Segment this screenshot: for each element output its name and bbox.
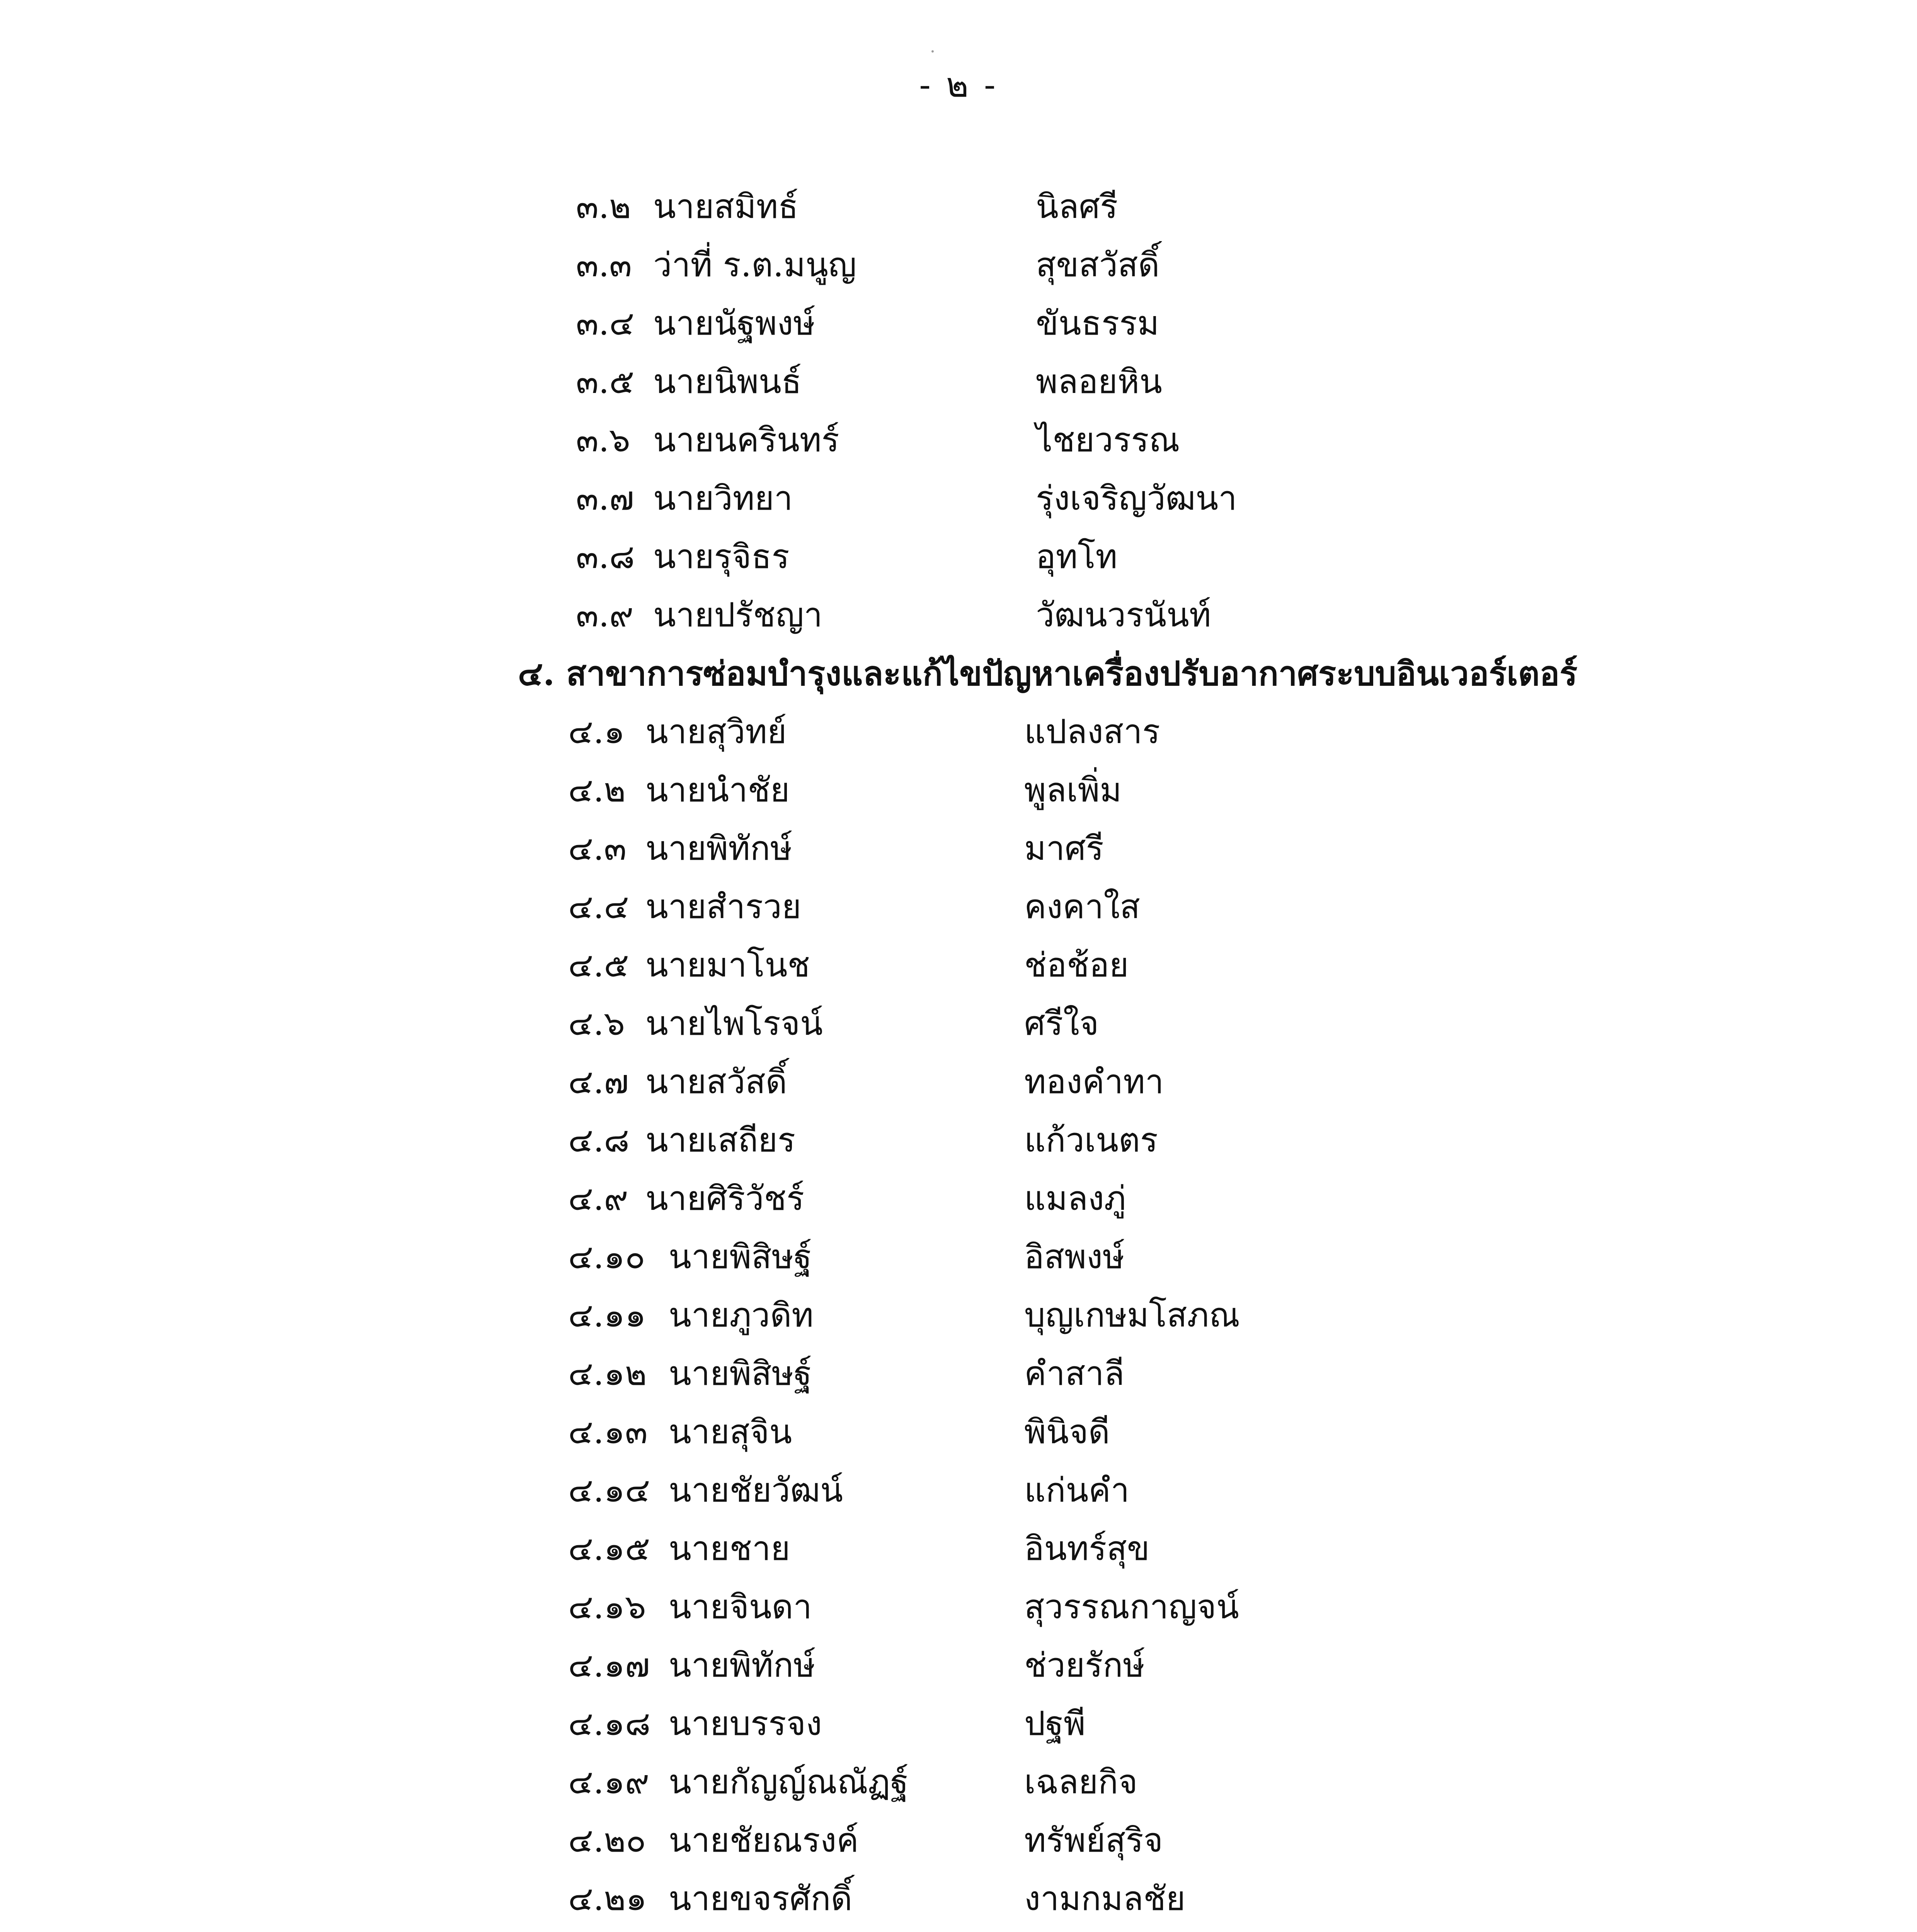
given-name: นายไพโรจน์ — [645, 1004, 823, 1043]
list-item — [0, 995, 1917, 1053]
surname: ปฐพี — [1024, 1704, 1086, 1743]
list-item — [0, 1811, 1917, 1870]
list-item — [0, 878, 1917, 936]
item-number: ๔.๕ — [568, 946, 629, 985]
item-number: ๔.๑๐ — [568, 1238, 645, 1276]
item-number: ๔.๑ — [568, 713, 625, 751]
item-number: ๓.๒ — [576, 187, 631, 226]
given-name: นายนครินทร์ — [653, 421, 839, 459]
surname: รุ่งเจริญวัฒนา — [1036, 479, 1237, 518]
list-item — [0, 703, 1917, 761]
list-item — [0, 1403, 1917, 1461]
list-item — [0, 178, 1917, 236]
given-name: นายนัฐพงษ์ — [653, 304, 815, 343]
surname: สุขสวัสดิ์ — [1036, 246, 1160, 284]
given-name: นายพิทักษ์ — [669, 1646, 815, 1685]
surname: แก่นคำ — [1024, 1471, 1130, 1510]
surname: อินทร์สุข — [1024, 1529, 1150, 1568]
item-number: ๔.๙ — [568, 1179, 628, 1218]
item-number: ๓.๕ — [576, 362, 635, 401]
given-name: นายพิสิษฐ์ — [669, 1354, 812, 1393]
given-name: นายสมิทธ์ — [653, 187, 798, 226]
given-name: นายรุจิธร — [653, 537, 790, 576]
item-number — [568, 1928, 648, 1932]
surname: พินิจดี — [1024, 1413, 1110, 1451]
item-number: ๓.๗ — [576, 479, 634, 518]
surname: สุวรรณกาญจน์ — [1024, 1588, 1239, 1626]
section-heading: ๔. สาขาการซ่อมบำรุงและแก้ไขปัญหาเครื่องปรับอากาศระบบอินเวอร์เตอร์ — [518, 654, 1578, 693]
given-name: นายสุจิน — [669, 1413, 792, 1451]
surname: ช่วยรักษ์ — [1024, 1646, 1145, 1685]
list-item — [0, 353, 1917, 411]
list-item — [0, 1461, 1917, 1520]
surname: มาศรี — [1024, 829, 1104, 868]
given-name: นายบรรจง — [669, 1704, 822, 1743]
surname: ช่อช้อย — [1024, 946, 1129, 985]
list-item — [0, 1578, 1917, 1636]
item-number: ๓.๔ — [576, 304, 635, 343]
surname: ศรีใจ — [1024, 1004, 1099, 1043]
list-item — [0, 411, 1917, 469]
member-list — [0, 178, 1917, 1932]
list-item — [0, 528, 1917, 586]
given-name: นายวิทยา — [653, 479, 793, 518]
given-name: นายสำรวย — [645, 888, 802, 926]
given-name: นายปรัชญา — [653, 596, 823, 634]
surname: แก้วเนตร — [1024, 1121, 1158, 1160]
given-name: นายศิริวัชร์ — [645, 1179, 805, 1218]
list-item — [0, 761, 1917, 820]
given-name: ว่าที่ ร.ต.มนูญ — [653, 246, 857, 284]
surname: วัฒนวรนันท์ — [1036, 596, 1211, 634]
list-item — [0, 820, 1917, 878]
list-item — [0, 586, 1917, 645]
list-item — [0, 1228, 1917, 1286]
given-name: นายมาโนช — [645, 946, 810, 985]
list-item — [0, 1520, 1917, 1578]
surname: พูลเพิ่ม — [1024, 771, 1122, 810]
given-name: นายนำชัย — [645, 771, 790, 810]
scan-speck — [931, 50, 934, 53]
surname: ขันธรรม — [1036, 304, 1159, 343]
surname: งามกมลชัย — [1024, 1879, 1186, 1918]
given-name: นายพิสิษฐ์ — [669, 1238, 812, 1276]
item-number: ๓.๖ — [576, 421, 630, 459]
given-name — [669, 1928, 833, 1932]
list-item — [0, 1286, 1917, 1345]
surname: บุญเกษมโสภณ — [1024, 1296, 1240, 1335]
item-number: ๔.๑๓ — [568, 1413, 648, 1451]
item-number: ๔.๘ — [568, 1121, 630, 1160]
given-name: นายชัยวัฒน์ — [669, 1471, 843, 1510]
surname: อุทโท — [1036, 537, 1118, 576]
item-number: ๔.๔ — [568, 888, 629, 926]
surname: ทรัพย์สุริจ — [1024, 1821, 1163, 1860]
list-item — [0, 1053, 1917, 1111]
item-number: ๔.๑๔ — [568, 1471, 650, 1510]
list-item — [0, 1928, 1917, 1932]
item-number: ๔.๑๘ — [568, 1704, 651, 1743]
item-number: ๔.๖ — [568, 1004, 625, 1043]
item-number: ๔.๒ — [568, 771, 626, 810]
list-item — [0, 936, 1917, 995]
given-name: นายชัยณรงค์ — [669, 1821, 859, 1860]
list-item — [0, 1636, 1917, 1695]
surname: แมลงภู่ — [1024, 1179, 1126, 1218]
given-name: นายขจรศักดิ์ — [669, 1879, 853, 1918]
surname: อิสพงษ์ — [1024, 1238, 1125, 1276]
list-item — [0, 1695, 1917, 1753]
list-item — [0, 469, 1917, 528]
surname: ไชยวรรณ — [1036, 421, 1180, 459]
item-number: ๔.๑๗ — [568, 1646, 650, 1685]
given-name: นายกัญญ์ณณัฏฐ์ — [669, 1763, 909, 1801]
given-name: นายนิพนธ์ — [653, 362, 802, 401]
item-number: ๔.๑๒ — [568, 1354, 647, 1393]
surname: แปลงสาร — [1024, 713, 1160, 751]
item-number: ๔.๒๑ — [568, 1879, 647, 1918]
given-name: นายชาย — [669, 1529, 790, 1568]
given-name: นายจินดา — [669, 1588, 812, 1626]
item-number: ๔.๗ — [568, 1063, 629, 1101]
list-item — [0, 1345, 1917, 1403]
item-number: ๓.๓ — [576, 246, 632, 284]
list-item — [0, 236, 1917, 294]
item-number: ๔.๒๐ — [568, 1821, 646, 1860]
item-number: ๔.๑๕ — [568, 1529, 650, 1568]
list-item — [0, 1870, 1917, 1928]
list-item — [0, 1111, 1917, 1170]
given-name: นายภูวดิท — [669, 1296, 814, 1335]
list-item — [0, 294, 1917, 353]
list-item — [0, 1170, 1917, 1228]
given-name: นายสุวิทย์ — [645, 713, 787, 751]
given-name: นายสวัสดิ์ — [645, 1063, 787, 1101]
item-number: ๔.๑๑ — [568, 1296, 646, 1335]
item-number: ๔.๑๖ — [568, 1588, 646, 1626]
surname: พลอยหิน — [1036, 362, 1162, 401]
surname — [1024, 1928, 1181, 1932]
surname: คำสาลี — [1024, 1354, 1125, 1393]
item-number: ๓.๙ — [576, 596, 634, 634]
item-number: ๔.๑๙ — [568, 1763, 650, 1801]
surname: ทองคำทา — [1024, 1063, 1164, 1101]
given-name: นายพิทักษ์ — [645, 829, 792, 868]
page-number: - ๒ - — [919, 65, 998, 105]
list-item — [0, 1753, 1917, 1811]
given-name: นายเสถียร — [645, 1121, 796, 1160]
surname: คงคาใส — [1024, 888, 1140, 926]
surname: นิลศรี — [1036, 187, 1118, 226]
item-number: ๔.๓ — [568, 829, 627, 868]
item-number: ๓.๘ — [576, 537, 635, 576]
surname: เฉลยกิจ — [1024, 1763, 1138, 1801]
